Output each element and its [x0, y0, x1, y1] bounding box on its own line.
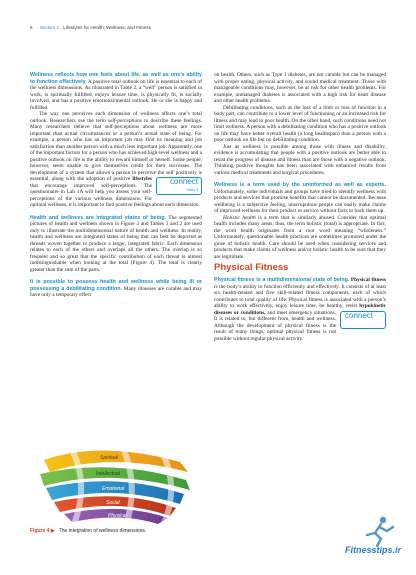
body-text: The way one perceives each dimension of wellness affects one’s total outlook. Researchers use the term [30, 111, 202, 124]
paragraph-positive-outlook: Just as wellness is possible among those with illness and disability, evidence is accumulating that people with a positive outlook are better able to resist the progress of disease and illness than are those with a negative outlook. Thinking positive thoughts has been associated with enhanced results from various medical treatments and surgical procedures. [214, 143, 386, 176]
term-self-perceptions: self-perceptions [108, 117, 142, 124]
figure-word: Intellectual [96, 471, 120, 477]
figure-label: Figure 4 ▶ [30, 528, 55, 534]
term-physical-fitness: Physical fitness [350, 277, 386, 283]
paragraph-self-perceptions [30, 111, 202, 209]
lead-sentence: Health and wellness are integrated states of being. [30, 214, 167, 221]
body-text: is the body’s ability to function efficiently and effectively. It consists of at least six health-related and five skill-related fitness components, each of which contributes to total quality of life. Physical fitness is associated with a person’s ability to work effectively, enjoy leisure time, be healthy, resist [214, 283, 386, 309]
lead-sentence: Physical fitness is a multidimensional state of being. [214, 277, 350, 283]
figure-word: Spiritual [100, 455, 119, 461]
connect-logo-text: connect [170, 177, 199, 186]
lead-sentence: Wellness is a term used by the uninformed as well as experts. [214, 182, 386, 188]
figure-word: Social [106, 500, 120, 506]
body-text: that encourage improved self-perceptions. The questionnaire in Lab 1A will help you assess your self-perceptions of the various wellness dimensions. For optimal wellness, it is important to find positive feelings about each dimension. [30, 182, 200, 208]
paragraph-wellness-term [214, 182, 386, 215]
body-text: is a term that is similarly abused. Consider that optimal health includes many areas; thus, the term holistic (total) is appropriate. In fact, the word health originates from a root word meaning “wholeness.” Unfortunately, questionable health practices are sometimes promoted under the guise of holistic health. Care should be used when considering services and products that make claims of wellness and/or holistic health to be sure that they are legitimate. [214, 214, 386, 260]
watermark-logo [345, 515, 405, 563]
running-header [30, 25, 151, 30]
section-label: Section 1 [39, 25, 59, 30]
connect-video-label: Video 3 [186, 187, 198, 192]
chapter-title: Lifestyles for Health, Wellness, and Fitness [63, 25, 152, 30]
paragraph-curable: on health. Others, such as Type 1 diabetes, are not curable but can be managed with proper eating, physical activity, and sound medical treatment. Those with manageable conditions may, however, be at risk for other health problems. For example, unmanaged diabetes is associated with a high risk for heart disease and other health problems. [214, 72, 386, 104]
term-hypokinetic: hypokinetic diseases or conditions, [214, 303, 386, 316]
body-text: Unfortunately, some individuals and groups have tried to identify wellness with products and services that promise benefits that cannot be documented. Because wellbeing is a subjective feeling, unscrupulous people can easily make claims of improved wellness for their product or service without facts to back them up. [214, 188, 386, 214]
connect-video-link[interactable] [156, 177, 202, 195]
paragraph-integrated-states [30, 215, 202, 274]
paragraph-health-while-ill [30, 279, 202, 299]
lead-sentence: It is possible to possess health and wellness while being ill or possessing a debilitating condition. [30, 279, 202, 292]
right-column [214, 72, 386, 342]
term-lifestyles: lifestyles [132, 176, 152, 182]
figure-word: Emotional [102, 486, 125, 492]
paragraph-holistic-health [214, 215, 386, 261]
runner-icon [359, 515, 399, 547]
figure-4-woven-dimensions [30, 432, 202, 528]
connect-logo-text: connect [345, 310, 374, 320]
section-heading-physical-fitness: Physical Fitness [214, 262, 289, 273]
left-column [30, 72, 202, 299]
figure-caption-text: The integration of wellness dimensions. [58, 528, 147, 534]
term-holistic-health: Holistic health [223, 214, 256, 221]
paragraph-debilitating: Debilitating conditions, such as the loss of a limb or loss of function in a body part, can contribute to a lower level of functioning or an increased risk for illness and may lead to poor health. On the other hand, such conditions need not limit wellness. A person with a debilitating condition who has a positive outlook on life may have better overall health (a long healthspan) than a person with a poor outlook on life but no debilitating condition. [214, 104, 386, 143]
figure-word: Physical [108, 513, 127, 519]
connect-link[interactable] [340, 311, 386, 329]
body-text: and meet emergency situations. It is related to, but different from, health and wellness. Although the development of physical fitness is the result of many things, optimal physical fitness is not possible without regular physical activity. [214, 309, 336, 342]
paragraph-physical-fitness [214, 277, 386, 342]
watermark-text: Fitnesstips.ir [345, 545, 402, 555]
lead-sentence: Wellness reflects how one feels about life, as well as one’s ability to function effectively. [30, 72, 202, 85]
page-number: 6 [30, 25, 33, 30]
body-text: to describe these feelings. Many researchers believe that self-perceptions about wellness are more important than actual circumstances or a person’s actual state of being. For example, a person who has an important job may find its meaning and job satisfaction than another person with a much less important job. Apparently, one of the important factors for a person who has achieved high-level wellness and a positive outlook on life is the ability to reward himself or herself. Some people, however, seem unable to give themselves credit for their successes. The development of a system that allows a person to perceive the self positively is essential, along with the adoption of positive [30, 117, 202, 182]
body-text: A positive total outlook on life is essential to each of the wellness dimensions. As illustrated in Table 2, a “well” person is satisfied in work, is spiritually fulfilled, enjoys leisure time, is physically fit, is socially involved, and has a positive emotional/mental outlook. He or she is happy and fulfilled. [30, 78, 203, 111]
figure-caption [30, 528, 202, 534]
body-text: Many illnesses are curable and may have only a temporary effect [30, 285, 202, 298]
body-text: The segmented pictures of health and wellness shown in Figure 3 and Tables 1 and 2 are used only to illustrate the multidimensional nature of health and wellness. In reality, health and wellness are integrated states of being that can best be depicted as threads woven together to produce a larger, integrated fabric. Each dimension relates to each of the others and overlaps all the others. The overlap is so frequent and so great that the specific contribution of each thread is almost indistinguishable when looking at the total (Figure 4). The total is clearly greater than the sum of the parts. [30, 214, 202, 273]
paragraph-wellness-outlook [30, 72, 202, 111]
